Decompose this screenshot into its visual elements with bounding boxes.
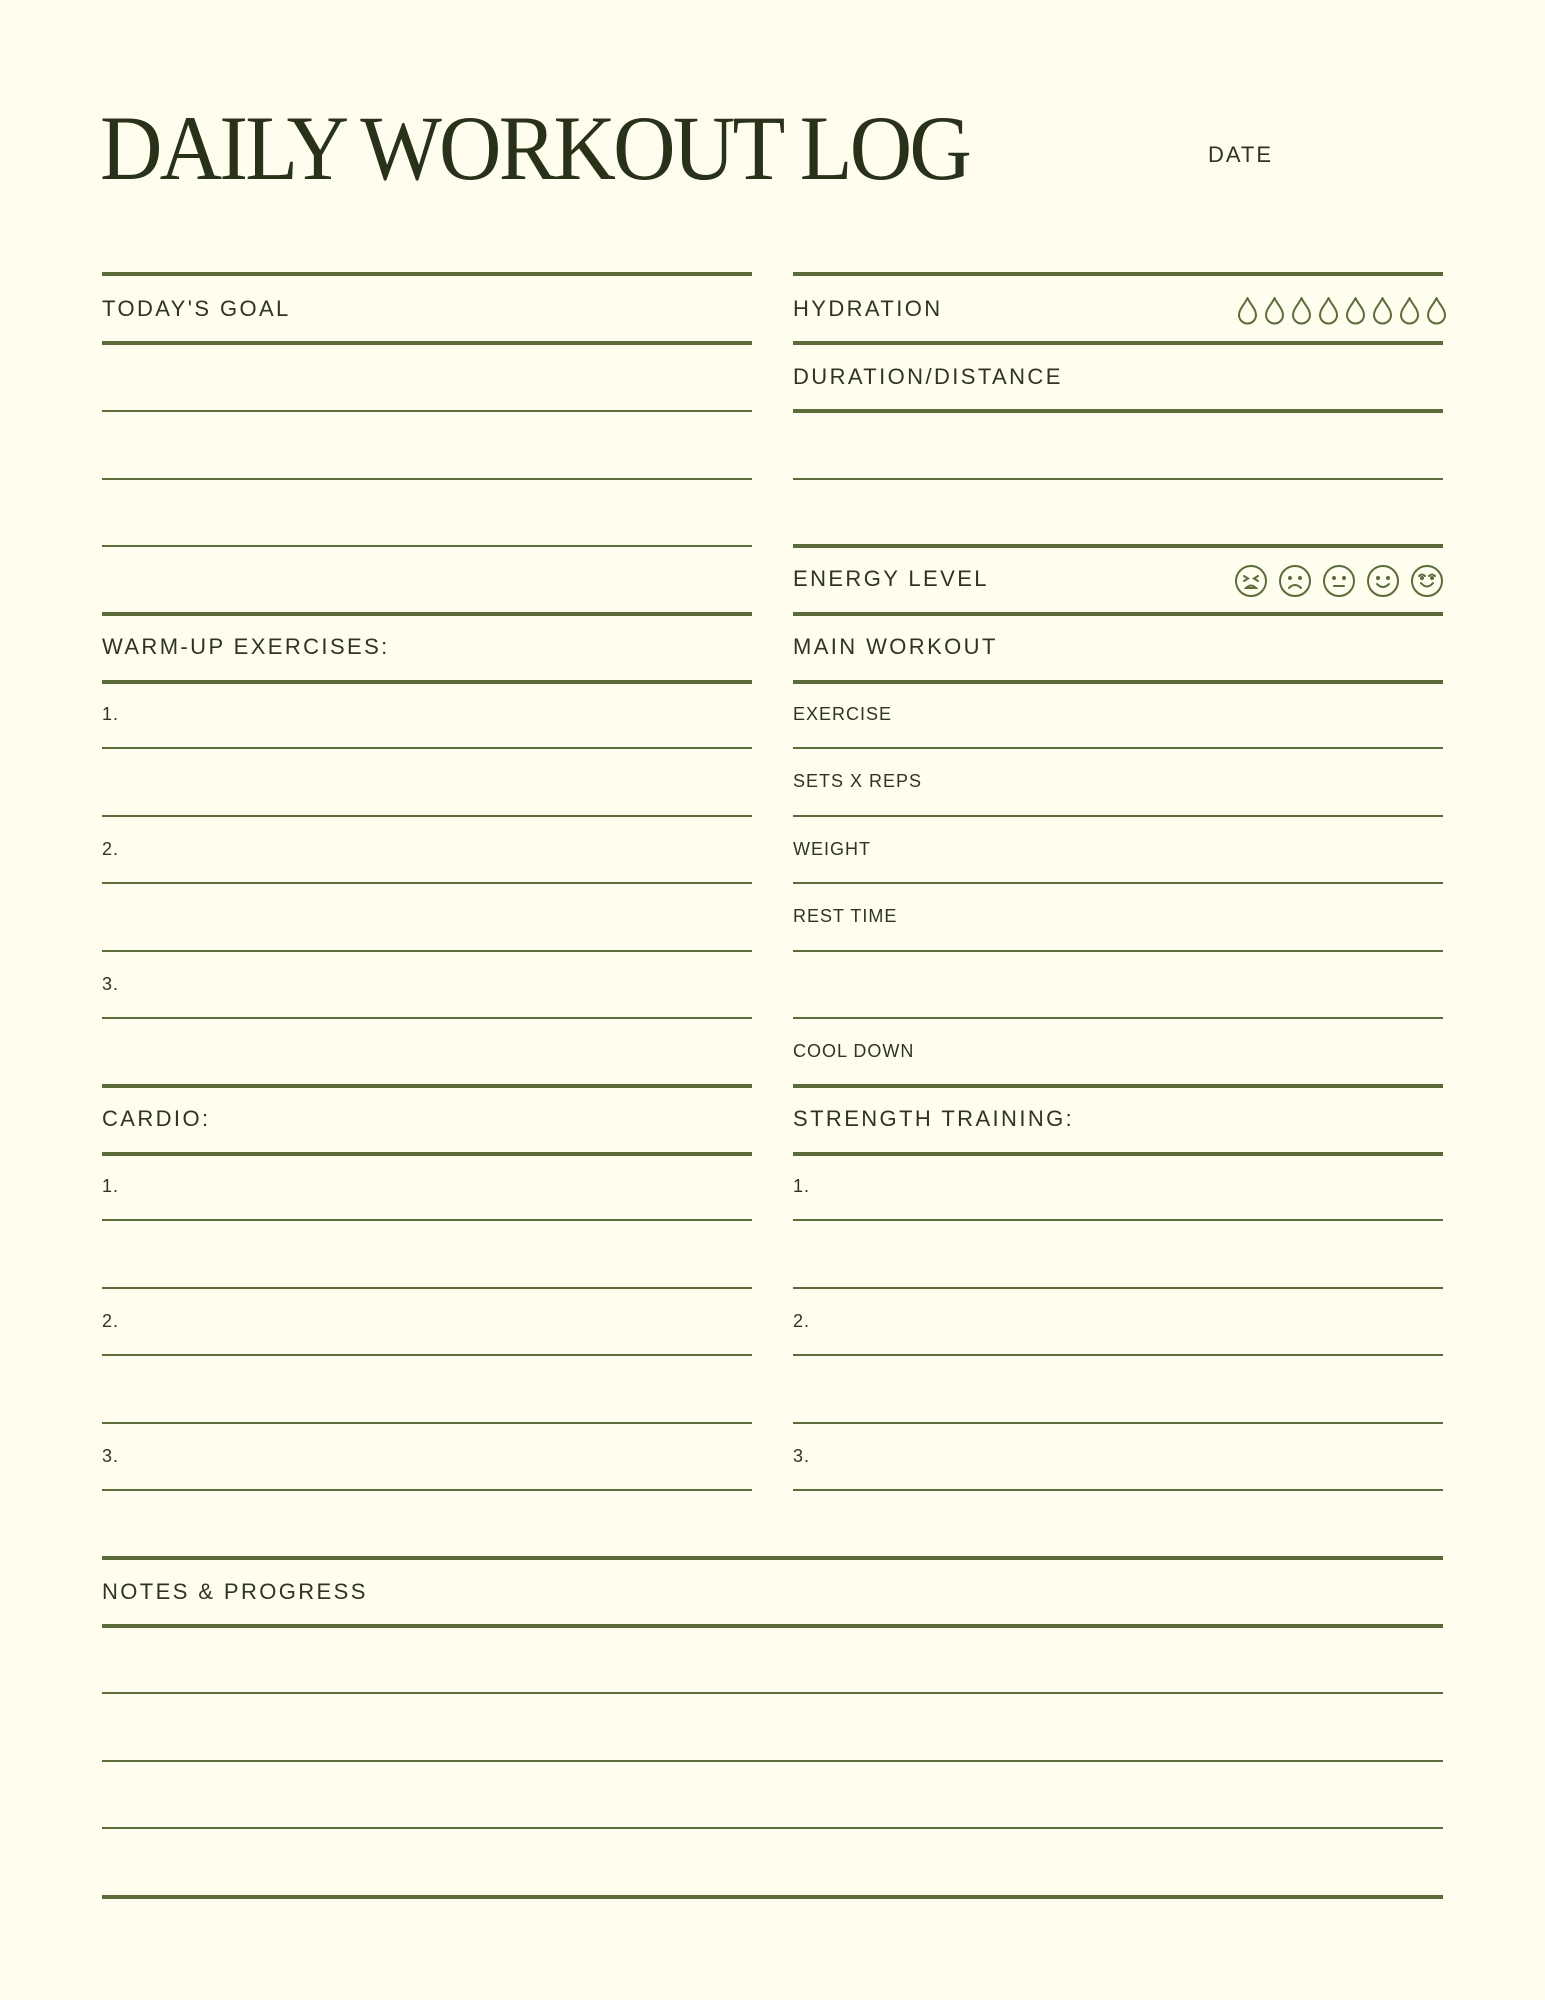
writing-line[interactable] <box>102 1354 752 1356</box>
water-drop-icon[interactable] <box>1369 296 1396 326</box>
strength-number-2: 2. <box>793 1311 811 1331</box>
divider <box>793 1152 1443 1156</box>
hydration-tracker <box>1234 296 1450 326</box>
divider <box>102 341 752 345</box>
writing-line[interactable] <box>102 410 752 412</box>
water-drop-icon[interactable] <box>1396 296 1423 326</box>
writing-line[interactable] <box>793 1287 1443 1289</box>
divider <box>793 341 1443 345</box>
divider <box>793 612 1443 616</box>
writing-line[interactable] <box>793 1489 1443 1491</box>
water-drop-icon[interactable] <box>1342 296 1369 326</box>
exercise-label: EXERCISE <box>793 704 893 724</box>
cardio-number-3: 3. <box>102 1446 120 1466</box>
writing-line[interactable] <box>102 815 752 817</box>
energy-level-tracker <box>1233 563 1453 599</box>
writing-line[interactable] <box>102 1422 752 1424</box>
strength-training-heading: STRENGTH TRAINING: <box>793 1106 1075 1131</box>
strength-number-1: 1. <box>793 1176 811 1196</box>
cool-down-label: COOL DOWN <box>793 1041 915 1061</box>
sets-reps-label: SETS X REPS <box>793 771 923 791</box>
divider <box>102 1152 752 1156</box>
warm-up-heading: WARM-UP EXERCISES: <box>102 634 390 659</box>
water-drop-icon[interactable] <box>1423 296 1450 326</box>
page-title: DAILY WORKOUT LOG <box>100 97 969 199</box>
exhausted-face-icon[interactable] <box>1233 563 1277 599</box>
writing-line[interactable] <box>102 747 752 749</box>
warm-up-number-1: 1. <box>102 704 120 724</box>
warm-up-number-2: 2. <box>102 839 120 859</box>
divider <box>793 544 1443 548</box>
writing-line[interactable] <box>793 1422 1443 1424</box>
neutral-face-icon[interactable] <box>1321 563 1365 599</box>
writing-line[interactable] <box>793 950 1443 952</box>
notes-progress-heading: NOTES & PROGRESS <box>102 1579 368 1604</box>
writing-line[interactable] <box>102 1017 752 1019</box>
cardio-number-1: 1. <box>102 1176 120 1196</box>
rest-time-label: REST TIME <box>793 906 898 926</box>
divider <box>793 1084 1443 1088</box>
water-drop-icon[interactable] <box>1261 296 1288 326</box>
writing-line[interactable] <box>102 1760 1443 1762</box>
writing-line[interactable] <box>793 747 1443 749</box>
date-label: DATE <box>1208 142 1274 167</box>
writing-line[interactable] <box>793 1354 1443 1356</box>
writing-line[interactable] <box>102 1219 752 1221</box>
divider <box>102 1895 1443 1899</box>
divider <box>102 1084 752 1088</box>
water-drop-icon[interactable] <box>1315 296 1342 326</box>
smile-face-icon[interactable] <box>1365 563 1409 599</box>
warm-up-number-3: 3. <box>102 974 120 994</box>
divider <box>793 409 1443 413</box>
writing-line[interactable] <box>102 1287 752 1289</box>
divider <box>793 272 1443 276</box>
writing-line[interactable] <box>793 1219 1443 1221</box>
writing-line[interactable] <box>793 815 1443 817</box>
writing-line[interactable] <box>102 545 752 547</box>
writing-line[interactable] <box>102 882 752 884</box>
writing-line[interactable] <box>102 1489 752 1491</box>
strength-number-3: 3. <box>793 1446 811 1466</box>
cardio-heading: CARDIO: <box>102 1106 211 1131</box>
divider <box>102 612 752 616</box>
energy-level-heading: ENERGY LEVEL <box>793 566 989 591</box>
writing-line[interactable] <box>102 1692 1443 1694</box>
weight-label: WEIGHT <box>793 839 871 859</box>
duration-distance-heading: DURATION/DISTANCE <box>793 364 1063 389</box>
writing-line[interactable] <box>793 882 1443 884</box>
divider <box>793 680 1443 684</box>
sad-face-icon[interactable] <box>1277 563 1321 599</box>
writing-line[interactable] <box>793 478 1443 480</box>
main-workout-heading: MAIN WORKOUT <box>793 634 998 659</box>
divider <box>102 1624 1443 1628</box>
happy-face-icon[interactable] <box>1409 563 1453 599</box>
water-drop-icon[interactable] <box>1234 296 1261 326</box>
writing-line[interactable] <box>102 478 752 480</box>
todays-goal-heading: TODAY'S GOAL <box>102 296 291 321</box>
writing-line[interactable] <box>793 1017 1443 1019</box>
writing-line[interactable] <box>102 1827 1443 1829</box>
hydration-heading: HYDRATION <box>793 296 943 321</box>
water-drop-icon[interactable] <box>1288 296 1315 326</box>
cardio-number-2: 2. <box>102 1311 120 1331</box>
divider <box>102 1556 1443 1560</box>
divider <box>102 680 752 684</box>
writing-line[interactable] <box>102 950 752 952</box>
divider <box>102 272 752 276</box>
